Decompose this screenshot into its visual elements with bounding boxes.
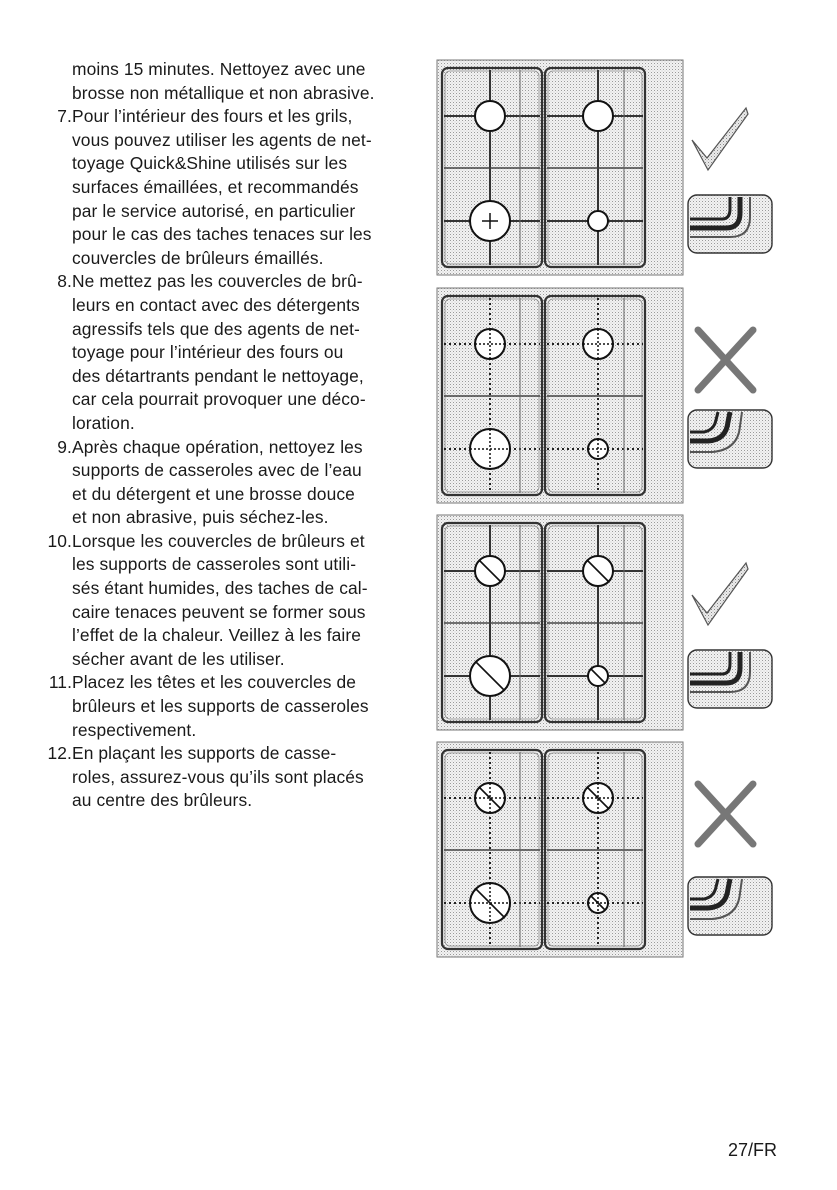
pan-support-frame-inner: [445, 753, 539, 946]
list-text: En plaçant les supports de casse-: [72, 743, 337, 764]
burner-mark: [588, 561, 609, 582]
incorrect-pan-support-placement-figure: [437, 742, 772, 957]
pan-support-frame: [545, 68, 645, 267]
list-number: 11.: [48, 672, 72, 693]
burner-cap: [475, 556, 505, 586]
cover-profile: [690, 879, 742, 919]
text-line: leurs en contact avec des détergents: [72, 294, 360, 315]
pan-support-frame: [545, 750, 645, 949]
text-line: agressifs tels que des agents de net-: [72, 318, 360, 339]
instructions-text: [48, 58, 410, 813]
list-item-first-line: [48, 671, 410, 695]
text-line: et du détergent et une brosse douce: [72, 483, 355, 504]
list-item-first-line: [48, 742, 410, 766]
pan-support-frame-inner: [445, 71, 539, 264]
hob-plate: [437, 60, 683, 275]
burner-mark: [480, 561, 501, 582]
burner-cap: [470, 201, 510, 241]
hob-plate: [437, 515, 683, 730]
cover-profile: [690, 412, 730, 441]
inset-frame: [688, 877, 772, 935]
cover-profile: [690, 652, 730, 674]
burner-mark: [476, 662, 504, 690]
burner-mark: [588, 788, 609, 809]
list-number: 8.: [57, 271, 72, 292]
burner-cap: [583, 329, 613, 359]
inset-frame: [688, 410, 772, 468]
burner-detail-inset: [688, 195, 772, 253]
text-line: caire tenaces peuvent se former sous: [72, 601, 366, 622]
pan-support-frame-inner: [445, 299, 539, 492]
text-line: des détartrants pendant le nettoyage,: [72, 365, 364, 386]
pan-support-frame: [545, 523, 645, 722]
hob-plate: [437, 742, 683, 957]
pan-support-frame: [442, 750, 542, 949]
cover-profile: [690, 879, 730, 908]
text-line: par le service autorisé, en particulier: [72, 200, 356, 221]
cross-mark-icon: [698, 784, 753, 844]
check-mark-icon: [692, 563, 748, 625]
list-item-first-line: [48, 530, 410, 554]
cover-profile: [690, 412, 718, 432]
text-line: toyage pour l’intérieur des fours ou: [72, 342, 344, 363]
list-number: 12.: [47, 743, 72, 764]
cover-profile: [690, 197, 730, 219]
list-text: Pour l’intérieur des fours et les grils,: [72, 106, 353, 127]
burner-cap: [470, 429, 510, 469]
list-item-first-line: [48, 270, 410, 294]
text-line: respectivement.: [72, 719, 197, 740]
cover-profile: [690, 412, 742, 452]
list-number: 9.: [57, 436, 72, 457]
burner-detail-inset: [688, 650, 772, 708]
text-line: sés étant humides, des taches de cal-: [72, 578, 368, 599]
burner-cap: [588, 893, 608, 913]
text-line: l’effet de la chaleur. Veillez à les faire: [72, 625, 362, 646]
text-line: supports de casseroles avec de l’eau: [72, 460, 362, 481]
burner-cap: [588, 211, 608, 231]
list-number: 7.: [57, 106, 72, 127]
burner-cap: [475, 101, 505, 131]
check-mark-icon: [692, 108, 748, 170]
text-line: les supports de casseroles sont utili-: [72, 554, 357, 575]
text-line: toyage Quick&Shine utilisés sur les: [72, 153, 348, 174]
list-text: Après chaque opération, nettoyez les: [72, 436, 363, 457]
text-line: vous pouvez utiliser les agents de net-: [72, 129, 372, 150]
list-item-first-line: [48, 105, 410, 129]
text-line: et non abrasive, puis séchez-les.: [72, 507, 329, 528]
burner-cap: [470, 656, 510, 696]
cross-mark-icon: [698, 330, 753, 390]
text-line: brosse non métallique et non abrasive.: [72, 82, 375, 103]
correct-pan-support-placement-figure: [437, 515, 772, 730]
pan-support-frame: [545, 296, 645, 495]
pan-support-frame: [442, 296, 542, 495]
pan-support-frame-inner: [548, 526, 642, 719]
list-text: Placez les têtes et les couvercles de: [72, 672, 357, 693]
burner-mark: [476, 889, 504, 917]
burner-cap: [583, 101, 613, 131]
list-item-first-line: [48, 436, 410, 460]
text-line: au centre des brûleurs.: [72, 790, 253, 811]
text-line: surfaces émaillées, et recommandés: [72, 176, 359, 197]
text-line: car cela pourrait provoquer une déco-: [72, 389, 366, 410]
burner-mark: [480, 788, 501, 809]
list-text: Ne mettez pas les couvercles de brû-: [72, 271, 363, 292]
cover-profile: [690, 197, 740, 228]
text-line: loration.: [72, 412, 135, 433]
cross-mark-icon: [698, 330, 753, 390]
text-line: brûleurs et les supports de casseroles: [72, 696, 369, 717]
inset-frame: [688, 195, 772, 253]
text-line: pour le cas des taches tenaces sur les: [72, 224, 372, 245]
text-line: sécher avant de les utiliser.: [72, 648, 285, 669]
page-number: 27/FR: [728, 1140, 778, 1160]
correct-cover-placement-figure: [437, 60, 772, 275]
text-line: roles, assurez-vous qu’ils sont placés: [72, 766, 364, 787]
burner-cap: [583, 556, 613, 586]
pan-support-frame: [442, 523, 542, 722]
list-number: 10.: [47, 530, 72, 551]
cover-profile: [690, 879, 718, 899]
burner-cap: [588, 439, 608, 459]
cover-profile: [690, 197, 750, 237]
burner-detail-inset: [688, 410, 772, 468]
burner-detail-inset: [688, 877, 772, 935]
text-line: moins 15 minutes. Nettoyez avec une: [72, 59, 366, 79]
pan-support-frame-inner: [445, 526, 539, 719]
burner-cap: [470, 883, 510, 923]
burner-mark: [591, 896, 605, 910]
cover-profile: [690, 652, 750, 692]
cover-profile: [690, 652, 740, 683]
burner-cap: [583, 783, 613, 813]
text-line: couvercles de brûleurs émaillés.: [72, 247, 324, 268]
pan-support-frame-inner: [548, 753, 642, 946]
burner-mark: [591, 669, 605, 683]
inset-frame: [688, 650, 772, 708]
burner-cap: [475, 329, 505, 359]
hob-plate: [437, 288, 683, 503]
burner-cap: [588, 666, 608, 686]
pan-support-frame-inner: [548, 299, 642, 492]
burner-cap: [475, 783, 505, 813]
pan-support-frame: [442, 68, 542, 267]
pan-support-frame-inner: [548, 71, 642, 264]
incorrect-cover-placement-figure: [437, 288, 772, 503]
list-text: Lorsque les couvercles de brûleurs et: [72, 530, 365, 551]
cross-mark-icon: [698, 784, 753, 844]
